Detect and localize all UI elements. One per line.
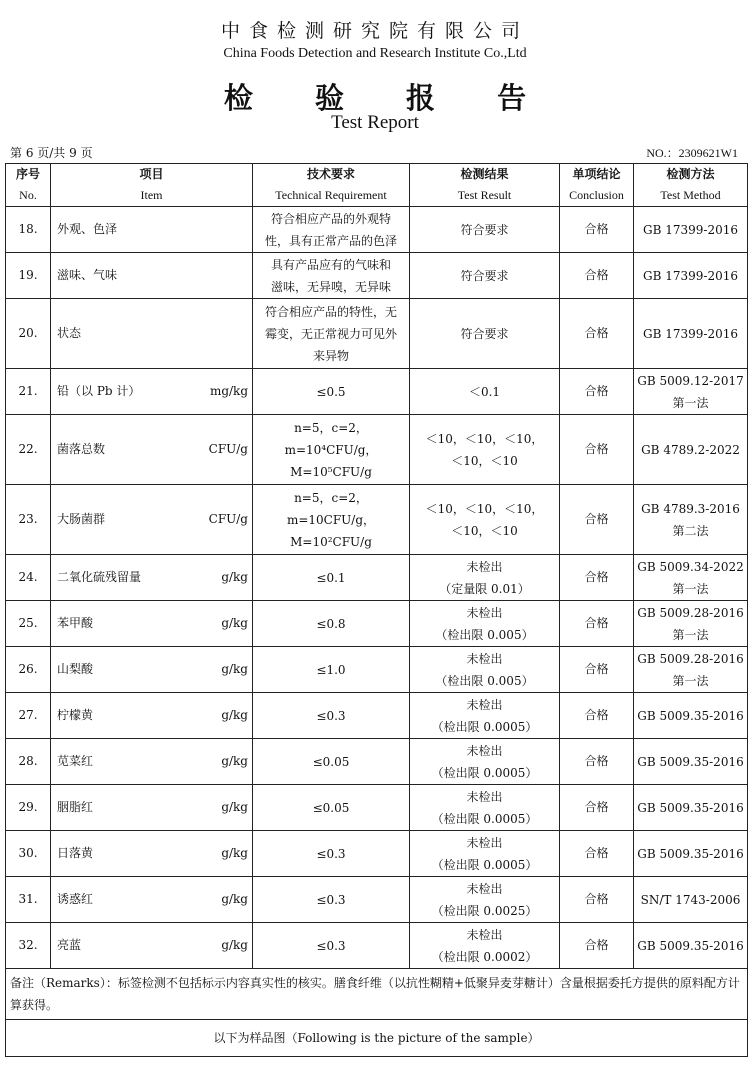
cell-line: GB 4789.3-2016: [641, 501, 740, 516]
item-unit: CFU/g: [208, 512, 248, 526]
column-header-cn: 序号: [15, 167, 40, 181]
test-result: [410, 555, 560, 601]
technical-requirement: [253, 693, 410, 739]
row-number: 28.: [6, 739, 51, 785]
cell-line: M=10⁵CFU/g: [290, 464, 372, 479]
test-method: [634, 785, 748, 831]
column-header-en: Technical Requirement: [275, 188, 387, 202]
row-number: 22.: [6, 415, 51, 485]
conclusion: 合格: [560, 485, 634, 555]
column-header-en: No.: [19, 188, 37, 202]
test-result: [410, 831, 560, 877]
test-result: [410, 693, 560, 739]
test-method: [634, 555, 748, 601]
technical-requirement: [253, 207, 410, 253]
column-header-cn: 检测结果: [460, 167, 509, 181]
item-cell: [51, 877, 253, 923]
cell-line: GB 5009.28-2016: [637, 651, 744, 666]
cell-line: n=5，c=2，: [294, 490, 368, 505]
cell-line: 具有产品应有的气味和: [270, 257, 391, 272]
test-result: [410, 647, 560, 693]
test-result: [410, 369, 560, 415]
test-method: [634, 923, 748, 969]
column-header: [51, 164, 253, 207]
item-name: 外观、色泽: [57, 222, 118, 236]
cell-line: SN/T 1743-2006: [640, 892, 741, 907]
cell-line: ≤0.3: [316, 938, 346, 953]
row-number: 26.: [6, 647, 51, 693]
technical-requirement: [253, 831, 410, 877]
cell-line: GB 5009.35-2016: [637, 754, 744, 769]
test-method: [634, 207, 748, 253]
cell-line: 未检出: [466, 789, 503, 804]
cell-line: ≤0.3: [316, 892, 346, 907]
cell-line: （检出限 0.0002）: [431, 949, 538, 964]
cell-line: 符合相应产品的外观特: [270, 211, 391, 226]
cell-line: 未检出: [466, 743, 503, 758]
table-row: [6, 485, 748, 555]
test-method: [634, 693, 748, 739]
item-name: 胭脂红: [57, 800, 94, 814]
org-name-cn: 中食检测研究院有限公司: [220, 20, 529, 42]
item-name: 日落黄: [57, 846, 94, 860]
cell-line: ≤0.5: [316, 384, 346, 399]
test-method: [634, 739, 748, 785]
item-unit: g/kg: [221, 892, 248, 906]
column-header-cn: 技术要求: [306, 167, 355, 181]
cell-line: GB 5009.35-2016: [637, 800, 744, 815]
report-title-en: Test Report: [331, 112, 419, 133]
conclusion: 合格: [560, 877, 634, 923]
conclusion: 合格: [560, 693, 634, 739]
test-method: [634, 253, 748, 299]
cell-line: （检出限 0.0005）: [431, 857, 538, 872]
item-name: 苋菜红: [57, 754, 94, 768]
cell-line: （检出限 0.0025）: [431, 903, 538, 918]
cell-line: （定量限 0.01）: [439, 581, 530, 596]
row-number: 24.: [6, 555, 51, 601]
item-cell: [51, 369, 253, 415]
conclusion: 合格: [560, 923, 634, 969]
table-row: [6, 415, 748, 485]
cell-line: ＜10，＜10: [451, 523, 518, 538]
test-result: [410, 415, 560, 485]
column-header-cn: 项目: [139, 167, 164, 181]
item-name: 状态: [57, 326, 82, 340]
column-header-en: Item: [140, 188, 163, 202]
cell-line: GB 5009.12-2017: [637, 373, 744, 388]
cell-line: 第一法: [672, 673, 709, 688]
item-cell: [51, 253, 253, 299]
cell-line: 未检出: [466, 651, 503, 666]
cell-line: GB 17399-2016: [643, 222, 738, 237]
row-number: 19.: [6, 253, 51, 299]
conclusion: 合格: [560, 299, 634, 369]
item-cell: [51, 693, 253, 739]
table-row: [6, 207, 748, 253]
table-row: [6, 647, 748, 693]
test-result: [410, 299, 560, 369]
item-name: 山梨酸: [57, 662, 94, 676]
cell-line: 霉变，无正常视力可见外: [264, 326, 397, 341]
cell-line: 未检出: [466, 605, 503, 620]
table-row: [6, 253, 748, 299]
cell-line: GB 5009.35-2016: [637, 708, 744, 723]
cell-line: 来异物: [312, 348, 349, 363]
cell-line: GB 5009.35-2016: [637, 938, 744, 953]
cell-line: 符合要求: [460, 222, 509, 237]
item-cell: [51, 923, 253, 969]
item-unit: CFU/g: [208, 442, 248, 456]
item-name: 苯甲酸: [57, 616, 94, 630]
conclusion: 合格: [560, 785, 634, 831]
item-cell: [51, 647, 253, 693]
org-name-en: China Foods Detection and Research Institute Co.,Ltd: [223, 46, 527, 61]
page-number: 第 6 页/共 9 页: [10, 146, 93, 160]
row-number: 29.: [6, 785, 51, 831]
conclusion: 合格: [560, 601, 634, 647]
test-method: [634, 485, 748, 555]
table-row: [6, 693, 748, 739]
table-header-row: [6, 164, 748, 207]
report-title-cn: 检 验 报 告: [223, 81, 553, 115]
conclusion: 合格: [560, 647, 634, 693]
technical-requirement: [253, 299, 410, 369]
conclusion: 合格: [560, 207, 634, 253]
cell-line: ≤0.3: [316, 846, 346, 861]
cell-line: m=10⁴CFU/g，: [284, 442, 378, 457]
item-unit: g/kg: [221, 754, 248, 768]
column-header-cn: 检测方法: [666, 167, 715, 181]
row-number: 25.: [6, 601, 51, 647]
test-method: [634, 369, 748, 415]
column-header-en: Test Method: [660, 188, 721, 202]
cell-line: n=5，c=2，: [294, 420, 368, 435]
test-result: [410, 739, 560, 785]
item-cell: [51, 415, 253, 485]
cell-line: ≤1.0: [316, 662, 346, 677]
cell-line: ＜10，＜10: [451, 453, 518, 468]
table-row: [6, 601, 748, 647]
cell-line: （检出限 0.0005）: [431, 811, 538, 826]
column-header: [634, 164, 748, 207]
cell-line: 符合要求: [460, 326, 509, 341]
test-method: [634, 601, 748, 647]
technical-requirement: [253, 369, 410, 415]
test-result: [410, 207, 560, 253]
remarks: 备注（Remarks）：标签检测不包括标示内容真实性的核实。膳食纤维（以抗性糊精+低聚异麦芽糖计）含量根据委托方提供的原料配方计算获得。: [6, 969, 748, 1020]
cell-line: GB 5009.35-2016: [637, 846, 744, 861]
technical-requirement: [253, 923, 410, 969]
cell-line: m=10CFU/g，: [286, 512, 376, 527]
row-number: 31.: [6, 877, 51, 923]
item-cell: [51, 485, 253, 555]
item-unit: g/kg: [221, 570, 248, 584]
item-unit: g/kg: [221, 662, 248, 676]
cell-line: 未检出: [466, 697, 503, 712]
conclusion: 合格: [560, 415, 634, 485]
item-name: 二氧化硫残留量: [57, 570, 142, 584]
cell-line: 性，具有正常产品的色泽: [264, 233, 397, 248]
technical-requirement: [253, 647, 410, 693]
table-row: [6, 739, 748, 785]
cell-line: 第一法: [672, 581, 709, 596]
report-number: NO.：2309621W1: [646, 146, 738, 160]
cell-line: ＜10，＜10，＜10，: [425, 431, 544, 446]
item-name: 大肠菌群: [57, 512, 106, 526]
test-method: [634, 415, 748, 485]
row-number: 23.: [6, 485, 51, 555]
conclusion: 合格: [560, 739, 634, 785]
row-number: 20.: [6, 299, 51, 369]
cell-line: GB 17399-2016: [643, 268, 738, 283]
table-row: [6, 369, 748, 415]
column-header-en: Test Result: [457, 188, 512, 202]
item-unit: g/kg: [221, 800, 248, 814]
row-number: 21.: [6, 369, 51, 415]
technical-requirement: [253, 739, 410, 785]
item-unit: g/kg: [221, 846, 248, 860]
table-row: [6, 923, 748, 969]
cell-line: 第二法: [672, 523, 709, 538]
table-row: [6, 299, 748, 369]
row-number: 27.: [6, 693, 51, 739]
cell-line: GB 17399-2016: [643, 326, 738, 341]
test-result: [410, 601, 560, 647]
technical-requirement: [253, 785, 410, 831]
table-row: [6, 831, 748, 877]
conclusion: 合格: [560, 369, 634, 415]
cell-line: ＜0.1: [468, 384, 501, 399]
test-results-table: [5, 163, 748, 1057]
cell-line: ＜10，＜10，＜10，: [425, 501, 544, 516]
item-name: 铅（以 Pb 计）: [57, 384, 141, 398]
cell-line: 未检出: [466, 881, 503, 896]
cell-line: ≤0.3: [316, 708, 346, 723]
item-name: 诱惑红: [57, 892, 94, 906]
test-method: [634, 299, 748, 369]
cell-line: （检出限 0.0005）: [431, 765, 538, 780]
row-number: 18.: [6, 207, 51, 253]
table-row: [6, 785, 748, 831]
cell-line: ≤0.05: [312, 800, 350, 815]
test-result: [410, 253, 560, 299]
test-method: [634, 831, 748, 877]
cell-line: ≤0.1: [316, 570, 346, 585]
table-row: [6, 555, 748, 601]
cell-line: 滋味，无异嗅，无异味: [270, 279, 391, 294]
test-method: [634, 877, 748, 923]
conclusion: 合格: [560, 555, 634, 601]
test-method: [634, 647, 748, 693]
cell-line: 未检出: [466, 835, 503, 850]
cell-line: 未检出: [466, 559, 503, 574]
cell-line: ≤0.05: [312, 754, 350, 769]
cell-line: 符合要求: [460, 268, 509, 283]
sample-picture-caption: 以下为样品图（Following is the picture of the sample）: [6, 1020, 748, 1057]
item-cell: [51, 831, 253, 877]
conclusion: 合格: [560, 253, 634, 299]
item-name: 亮蓝: [57, 938, 82, 952]
item-name: 滋味、气味: [57, 268, 118, 282]
cell-line: M=10²CFU/g: [290, 534, 372, 549]
item-name: 菌落总数: [57, 442, 106, 456]
cell-line: GB 4789.2-2022: [641, 442, 740, 457]
table-row: [6, 877, 748, 923]
column-header: [560, 164, 634, 207]
cell-line: （检出限 0.005）: [435, 627, 534, 642]
cell-line: 第一法: [672, 627, 709, 642]
technical-requirement: [253, 415, 410, 485]
item-cell: [51, 739, 253, 785]
item-cell: [51, 207, 253, 253]
technical-requirement: [253, 485, 410, 555]
technical-requirement: [253, 601, 410, 647]
column-header: [410, 164, 560, 207]
test-result: [410, 785, 560, 831]
test-result: [410, 923, 560, 969]
cell-line: 未检出: [466, 927, 503, 942]
technical-requirement: [253, 253, 410, 299]
item-unit: g/kg: [221, 938, 248, 952]
cell-line: （检出限 0.0005）: [431, 719, 538, 734]
item-unit: g/kg: [221, 616, 248, 630]
test-result: [410, 877, 560, 923]
technical-requirement: [253, 555, 410, 601]
test-result: [410, 485, 560, 555]
item-name: 柠檬黄: [57, 708, 94, 722]
row-number: 30.: [6, 831, 51, 877]
technical-requirement: [253, 877, 410, 923]
column-header-cn: 单项结论: [572, 167, 621, 181]
cell-line: GB 5009.34-2022: [637, 559, 744, 574]
cell-line: 符合相应产品的特性，无: [264, 304, 397, 319]
column-header-en: Conclusion: [569, 188, 624, 202]
conclusion: 合格: [560, 831, 634, 877]
item-cell: [51, 785, 253, 831]
row-number: 32.: [6, 923, 51, 969]
cell-line: 第一法: [672, 395, 709, 410]
cell-line: GB 5009.28-2016: [637, 605, 744, 620]
column-header: [253, 164, 410, 207]
item-cell: [51, 299, 253, 369]
column-header: [6, 164, 51, 207]
item-unit: g/kg: [221, 708, 248, 722]
item-cell: [51, 601, 253, 647]
cell-line: ≤0.8: [316, 616, 346, 631]
item-cell: [51, 555, 253, 601]
cell-line: （检出限 0.005）: [435, 673, 534, 688]
item-unit: mg/kg: [209, 384, 248, 398]
